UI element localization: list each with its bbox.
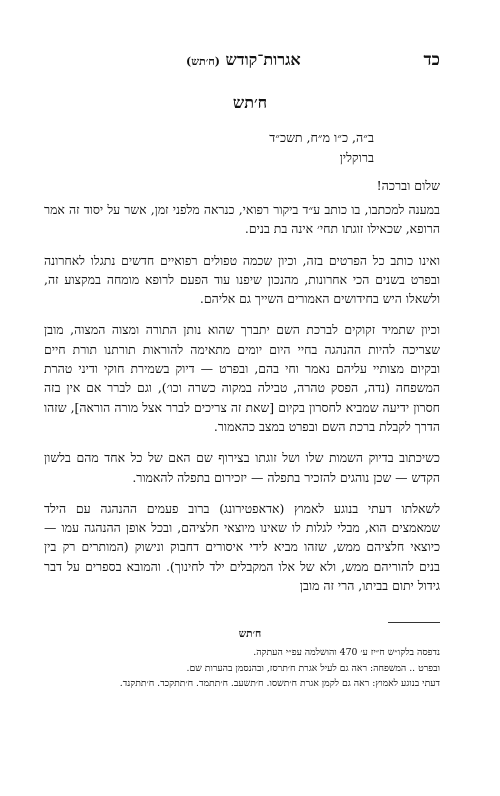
letter-body (44, 200, 440, 607)
running-header (32, 50, 440, 74)
body-paragraph: לשאלתו דעתי בנוגע לאמוץ (אדאפטירונג) ברוב פעמים ההנהגה עם הילד שמאמצים הוא, מבלי לגלות לו שאינו מיוצאי חלציהם, ובכל אופן ההנהגה עמו — כיוצאי חלציהם ממש, שזהו מביא לידי איסורים דחבוק ונישוק (המותרים רק בין בנים להוריהם ממש, ולא של אלו המקבלים ילד לחינוך). והמובא בספרים על דבר גידול יתום בביתו, הרי זה מובן (44, 500, 440, 594)
body-paragraph: וכיון שתמיד זקוקים לברכת השם יתברך שהוא נותן התורה ומצוה המצוה, מובן שצריכה להיות ההנהגה בחיי היום יומים מתאימה להוראות תורתנו תורת חיים ובקיום מצותיי עליהם נאמר וחי בהם, ובפרט — דיוק בשמירת חוקי ודיני טהרת המשפחה (נדה, הפסק טהרה, טבילה במקוה כשרה וכו׳), וגם לברר אם אין בזה חסרון ידיעה שמביא לחסרון בקיום [שאת זה צריכים לברר אצל מורה הוראה], שזהו הדרך לקבלת ברכת השם ובפרט במצב כהאמור. (44, 322, 440, 434)
footnote-divider (388, 622, 440, 623)
letter-date: ב״ה, כ״ו מ״ח, תשכ״ד (269, 130, 374, 145)
running-title (182, 50, 301, 70)
footnote-line: נדפסה בלקו״ש ח״יז ע׳ 470 והושלמה עפ״י העתקה. (253, 647, 440, 658)
running-title-text: אגרות־קודש (225, 50, 301, 69)
body-paragraph: כשיכתוב בדיוק השמות שלו ושל זוגתו בצירוף שם האם של כל אחד מהם בלשון הקדש — שכן נוהגים להזכיר בתפלה — יזכירום בתפלה להאמור. (44, 450, 440, 485)
page-number: כד (423, 50, 440, 70)
body-paragraph: במענה למכתבו, בו כותב ע״ד ביקור רפואי, כנראה מלפני זמן, אשר על יסוד זה אמר הרופא, שכאילו זוגתו תחי׳ אינה בת בנים. (44, 202, 440, 237)
letter-greeting: שלום וברכה! (376, 178, 440, 193)
body-paragraph: ואינו כותב כל הפרטים בזה, וכיון שכמה טפולים רפואיים חדשים נתגלו לאחרונה ובפרט בשנים הכי אחרונות, מהנכון שיפנו עוד הפעם לרופא מומחה במקצוע זה, ולשאלו היש בחידושים האמורים השייך גם אליהם. (44, 252, 440, 307)
letter-label: ח׳תש (232, 93, 268, 112)
footnotes (44, 645, 440, 692)
footnote-line: ובפרט .. המשפחה: ראה גם לעיל אגרת ח׳תרסז, ובהנסמן בהערות שם. (186, 662, 440, 674)
footnote-heading: ח׳תש (238, 628, 262, 640)
letter-place: ברוקלין (339, 150, 374, 165)
footnote-line: דעתי בנוגע לאמוץ: ראה גם לקמן אגרת ח׳תשסו. ח׳תשעב. ח׳תתמד. ח׳תתקכד. ח׳תתקנד. (119, 678, 440, 689)
running-title-year: (ח׳תש) (186, 55, 220, 68)
